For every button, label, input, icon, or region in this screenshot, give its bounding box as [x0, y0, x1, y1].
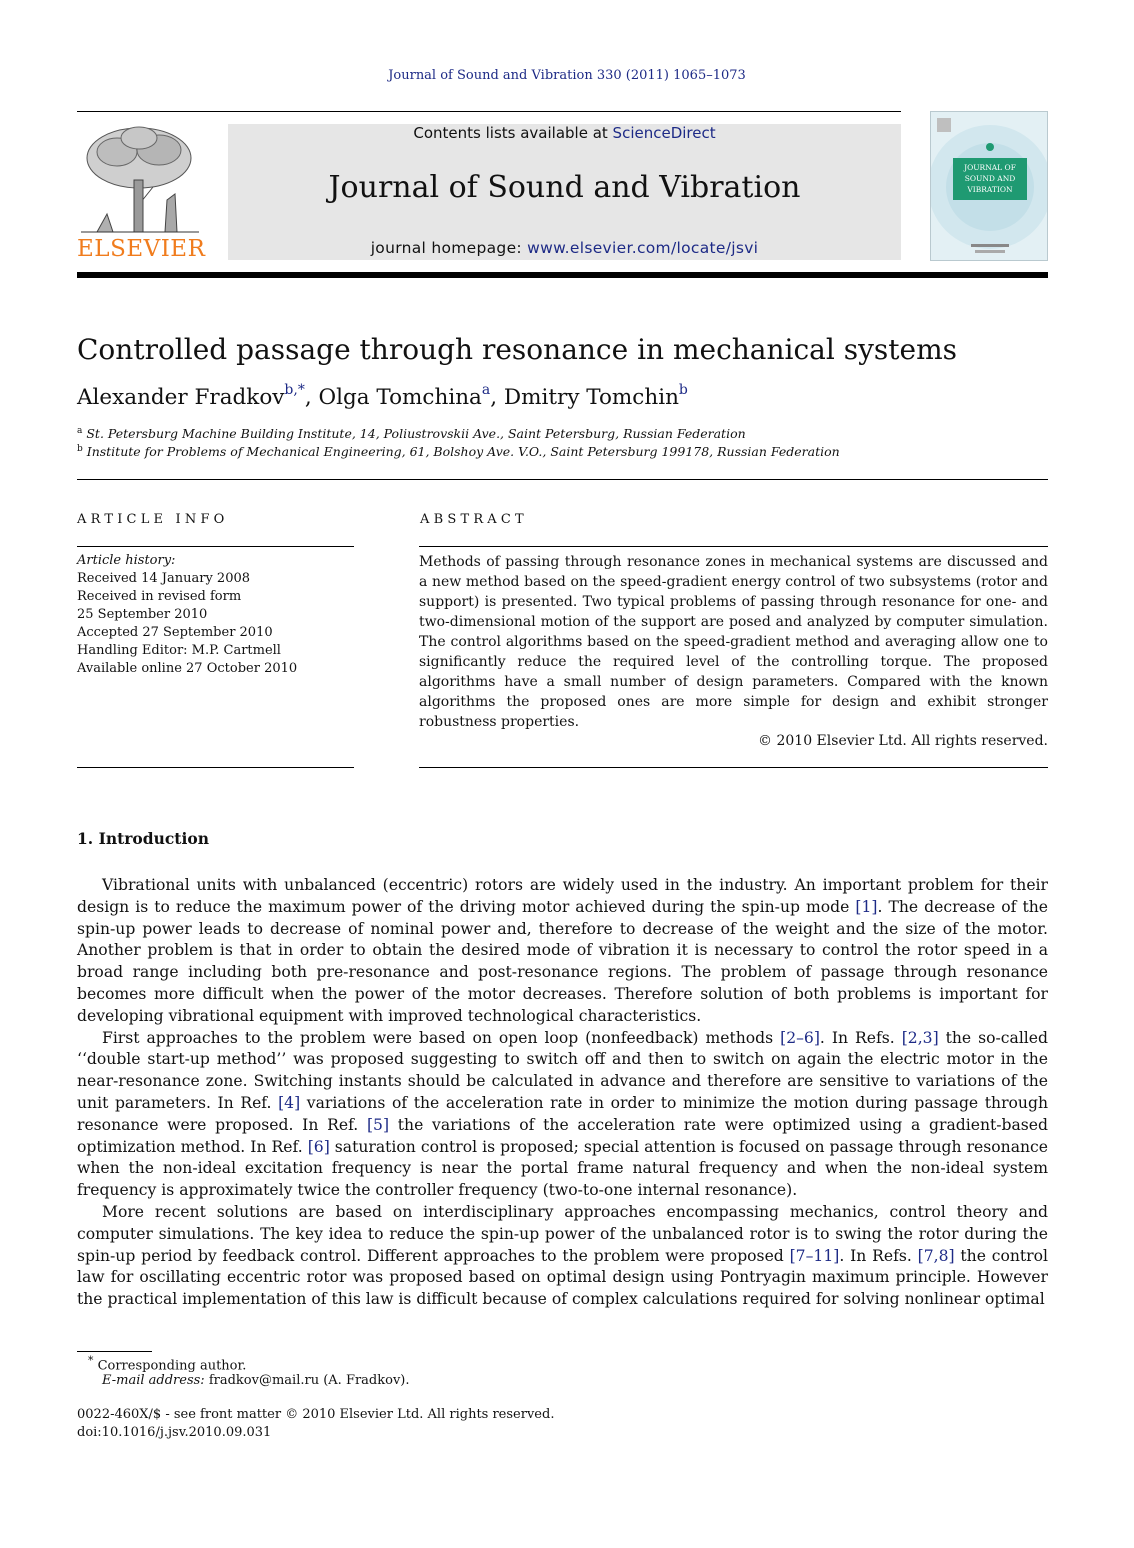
section-heading-introduction: 1. Introduction [77, 829, 209, 848]
footnote-text: Corresponding author. [97, 1358, 247, 1374]
article-info-rule-top [77, 546, 354, 547]
header-thick-rule [77, 272, 1048, 278]
svg-text:VIBRATION: VIBRATION [967, 185, 1013, 194]
elsevier-wordmark: ELSEVIER [77, 236, 206, 262]
author-name[interactable]: Dmitry Tomchin [503, 385, 679, 411]
body-text-segment: First approaches to the problem were based on open loop (nonfeedback) methods [102, 1028, 781, 1047]
article-info-label: ARTICLE INFO [77, 512, 229, 527]
body-paragraph [77, 1028, 1048, 1202]
history-line: Available online 27 October 2010 [77, 661, 298, 676]
citation-link[interactable]: [2,3] [901, 1028, 939, 1047]
author-affiliation-mark[interactable]: a [481, 382, 491, 398]
journal-cover-icon [931, 112, 1048, 261]
body-paragraph [77, 1202, 1048, 1311]
author-name[interactable]: Olga Tomchina [318, 385, 482, 411]
contents-prefix: Contents lists available at [413, 124, 613, 142]
history-line: Received 14 January 2008 [77, 571, 251, 586]
author-list [77, 384, 688, 410]
affiliation-mark: a [77, 426, 83, 436]
footnote-rule [77, 1351, 152, 1352]
body-text-segment: More recent solutions are based on interdisciplinary approaches encompassing mechanics, control theory and computer simulations. The key idea to reduce the spin-up power of the unbalanced rotor is to swing the rotor during the spin-up period by feedback control. Different approaches to the problem were proposed [77, 1202, 1048, 1265]
body-text-segment: variations of the acceleration rate in order to minimize the motion during passage through resonance were proposed. In Ref. [77, 1093, 1048, 1134]
email-address[interactable]: fradkov@mail.ru [208, 1373, 320, 1388]
body-text-segment: the so-called ‘‘double start-up method’’ was proposed suggesting to switch off and then to switch on again the electric motor in the near-resonance zone. Switching instants should be calculated in advance and therefore are sensitive to variations of the unit parameters. In Ref. [77, 1028, 1048, 1112]
article-title: Controlled passage through resonance in mechanical systems [77, 333, 958, 366]
body-text-segment: the control law for oscillating eccentric rotor was proposed based on optimal design using Pontryagin maximum principle. However the practical implementation of this law is difficult because of complex calculations required for solving nonlinear optimal [77, 1246, 1049, 1309]
email-suffix: (A. Fradkov). [319, 1373, 410, 1388]
affiliation [77, 426, 746, 441]
body-text-segment: saturation control is proposed; special attention is focused on passage through resonance when the non-ideal excitation frequency is near the portal frame natural frequency and when the non-ideal system frequency is approximately twice the controller frequency (two-to-one internal resonance). [77, 1137, 1048, 1200]
affiliation [77, 444, 840, 459]
abstract-rule-bottom [419, 767, 1048, 768]
citation-link[interactable]: [6] [307, 1137, 330, 1156]
doi-line[interactable]: doi:10.1016/j.jsv.2010.09.031 [77, 1425, 272, 1440]
abstract-rule-top [419, 546, 1048, 547]
history-line: Accepted 27 September 2010 [77, 625, 273, 640]
author-affiliation-mark[interactable]: b [678, 382, 688, 398]
body-text-segment: . The decrease of the spin-up power leads to decrease of nominal power and, therefore to decrease of the weight and the size of the motor. Another problem is that in order to obtain the desired mode of vibration it is necessary to control the rotor speed in a broad range including both pre-resonance and post-resonance regions. The problem of passage through resonance becomes more difficult when the power of the motor decreases. Therefore solution of both problems is important for developing vibrational equipment with improved technological characteristics. [77, 897, 1049, 1025]
corresponding-author-note [88, 1354, 246, 1373]
issn-line: 0022-460X/$ - see front matter © 2010 Elsevier Ltd. All rights reserved. [77, 1407, 555, 1422]
homepage-link[interactable]: www.elsevier.com/locate/jsvi [527, 239, 759, 257]
author-affiliation-mark[interactable]: b,* [284, 382, 305, 398]
body-text-segment: Vibrational units with unbalanced (eccentric) rotors are widely used in the industry. An important problem for their design is to reduce the maximum power of the driving motor achieved during the spin-up mode [77, 876, 1048, 916]
email-label: E-mail address: [102, 1373, 205, 1388]
author-name[interactable]: Alexander Fradkov [77, 385, 285, 411]
svg-text:JOURNAL OF: JOURNAL OF [964, 163, 1016, 172]
affiliation-divider [77, 479, 1048, 480]
body-text-segment: . In Refs. [819, 1028, 902, 1047]
journal-citation[interactable]: Journal of Sound and Vibration 330 (2011) 1065–1073 [388, 68, 746, 83]
email-note [102, 1373, 410, 1388]
corresponding-star[interactable]: * [297, 382, 305, 398]
article-info-rule-bottom [77, 767, 354, 768]
citation-link[interactable]: [1] [855, 897, 878, 916]
journal-name: Journal of Sound and Vibration [328, 170, 801, 205]
citation-link[interactable]: [5] [366, 1115, 390, 1134]
footnote-star: * [88, 1354, 94, 1367]
introduction-body [77, 875, 1048, 1311]
journal-cover-thumbnail[interactable] [930, 111, 1048, 261]
sciencedirect-link[interactable]: ScienceDirect [612, 124, 716, 142]
homepage-prefix: journal homepage: [370, 239, 528, 257]
affiliation-text: St. Petersburg Machine Building Institute, 14, Poliustrovskii Ave., Saint Petersburg, Russian Federation [86, 426, 746, 442]
header-divider [77, 111, 901, 112]
history-line: Received in revised form [77, 589, 242, 604]
history-label: Article history: [77, 553, 176, 568]
body-paragraph [77, 875, 1048, 1028]
elsevier-tree-icon [77, 122, 203, 234]
citation-link[interactable]: [4] [278, 1093, 301, 1112]
history-line: Handling Editor: M.P. Cartmell [77, 643, 281, 658]
abstract-label: ABSTRACT [420, 512, 528, 527]
abstract-text: Methods of passing through resonance zones in mechanical systems are discussed and a new method based on the speed-gradient energy control of two subsystems (rotor and support) is presented. Two typical problems of passing through resonance for one- and two-dimensional motion of the support are posed and analyzed by computer simulation. The control algorithms based on the speed-gradient method and averaging allow one to significantly reduce the required level of the controlling torque. The proposed algorithms have a small number of design parameters. Compared with the known algorithms the proposed ones are more simple for design and exhibit stronger robustness properties. [419, 554, 1048, 730]
article-history [77, 552, 367, 678]
body-text-segment: . In Refs. [839, 1246, 918, 1265]
citation-link[interactable]: [2–6] [780, 1028, 820, 1047]
citation-link[interactable]: [7–11] [789, 1246, 840, 1265]
affiliation-mark: b [77, 444, 83, 454]
citation-link[interactable]: [7,8] [917, 1246, 955, 1265]
affiliation-text: Institute for Problems of Mechanical Engineering, 61, Bolshoy Ave. V.O., Saint Petersburg 199178, Russian Federation [86, 444, 840, 460]
author-separator: , [490, 385, 504, 411]
svg-text:SOUND AND: SOUND AND [964, 174, 1016, 183]
contents-line [228, 124, 901, 142]
history-line: 25 September 2010 [77, 607, 208, 622]
author-separator: , [304, 385, 319, 411]
abstract-copyright: © 2010 Elsevier Ltd. All rights reserved. [758, 733, 1048, 749]
body-text-segment: the variations of the acceleration rate were optimized using a gradient-based optimization method. In Ref. [77, 1115, 1049, 1156]
homepage-line [228, 239, 901, 257]
